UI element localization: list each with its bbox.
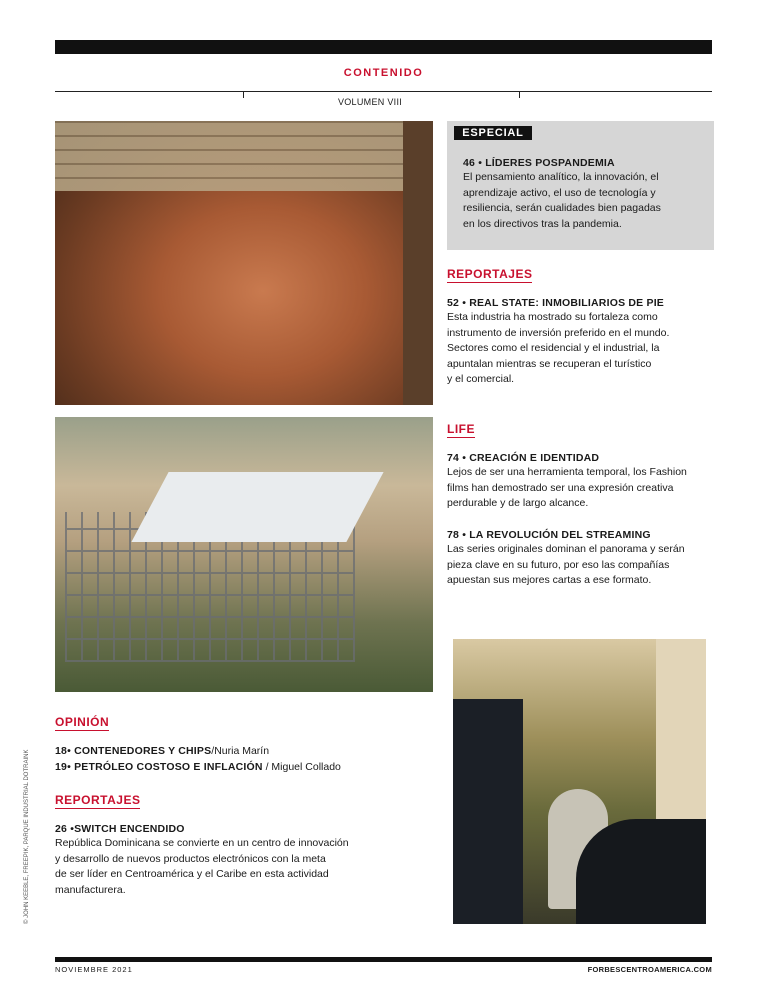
especial-article[interactable] <box>463 157 713 232</box>
article-body-line: República Dominicana se convierte en un centro de innovación <box>55 837 349 849</box>
article-title: 74 • CREACIÓN E IDENTIDAD <box>447 452 600 464</box>
reportajes-article-2[interactable] <box>55 823 440 898</box>
article-body-line: films han demostrado ser una expresión creativa <box>447 481 674 494</box>
article-body-line: aprendizaje activo, el uso de tecnología y <box>463 186 656 199</box>
copper-wire-photo <box>55 121 433 405</box>
section-heading-life: LIFE <box>447 422 475 436</box>
article-body-line: pieza clave en su futuro, por eso las compañías <box>447 558 670 571</box>
header-rule <box>55 91 712 92</box>
opinion-item[interactable] <box>55 744 435 760</box>
opinion-item[interactable] <box>55 760 435 776</box>
article-title: 78 • LA REVOLUCIÓN DEL STREAMING <box>447 529 651 541</box>
article-body-line: perdurable y de largo alcance. <box>447 497 589 509</box>
footer-date: NOVIEMBRE 2021 <box>55 965 133 974</box>
bottom-bar <box>55 957 712 962</box>
article-body-line: en los directivos tras la pandemia. <box>463 217 622 230</box>
section-heading-reportajes: REPORTAJES <box>55 793 141 807</box>
section-heading-reportajes: REPORTAJES <box>447 267 533 281</box>
volume-label: VOLUMEN VIII <box>337 97 403 107</box>
especial-tag: ESPECIAL <box>454 126 532 140</box>
article-title: 26 •SWITCH ENCENDIDO <box>55 823 185 835</box>
article-body-line: de ser líder en Centroamérica y el Caribe en esta actividad <box>55 868 329 880</box>
article-body-line: El pensamiento analítico, la innovación, el <box>463 171 659 183</box>
page-title: CONTENIDO <box>343 67 424 79</box>
article-title: 18• CONTENEDORES Y CHIPS <box>55 745 212 757</box>
reportajes-article[interactable] <box>447 297 712 388</box>
article-body-line: Lejos de ser una herramienta temporal, los Fashion <box>447 466 687 478</box>
article-author: / Miguel Collado <box>262 760 341 773</box>
article-body-line: apuestan sus mejores cartas a ese formato. <box>447 574 652 586</box>
photo-credit: © JOHN KEEBLE, FREEPIK, PARQUE INDUSTRIAL DOTRAINK <box>24 749 30 924</box>
footer-site-link[interactable]: FORBESCENTROAMERICA.COM <box>587 965 712 974</box>
article-title: 19• PETRÓLEO COSTOSO E INFLACIÓN <box>55 760 263 773</box>
industrial-park-photo <box>55 417 433 692</box>
life-article-2[interactable] <box>447 529 712 589</box>
article-body-line: y desarrollo de nuevos productos electrónicos con la meta <box>55 852 326 865</box>
article-body-line: instrumento de inversión preferido en el mundo. <box>447 326 670 339</box>
article-body-line: Sectores como el residencial y el industrial, la <box>447 342 660 354</box>
article-title: 52 • REAL STATE: INMOBILIARIOS DE PIE <box>447 297 665 309</box>
article-body-line: apuntalan mientras se recuperan el turístico <box>447 357 652 370</box>
article-body-line: Esta industria ha mostrado su fortaleza como <box>447 311 658 323</box>
article-body-line: resiliencia, serán cualidades bien pagadas <box>463 202 661 214</box>
article-body-line: Las series originales dominan el panorama y serán <box>447 543 685 555</box>
section-heading-opinion: OPINIÓN <box>55 715 110 729</box>
opinion-list <box>55 744 435 775</box>
top-bar <box>55 40 712 54</box>
fashion-film-photo <box>453 639 706 924</box>
article-title: 46 • LÍDERES POSPANDEMIA <box>463 157 615 169</box>
article-body-line: manufacturera. <box>55 883 126 896</box>
article-body-line: y el comercial. <box>447 373 515 385</box>
life-article-1[interactable] <box>447 452 712 512</box>
article-author: /Nuria Marín <box>211 745 270 757</box>
